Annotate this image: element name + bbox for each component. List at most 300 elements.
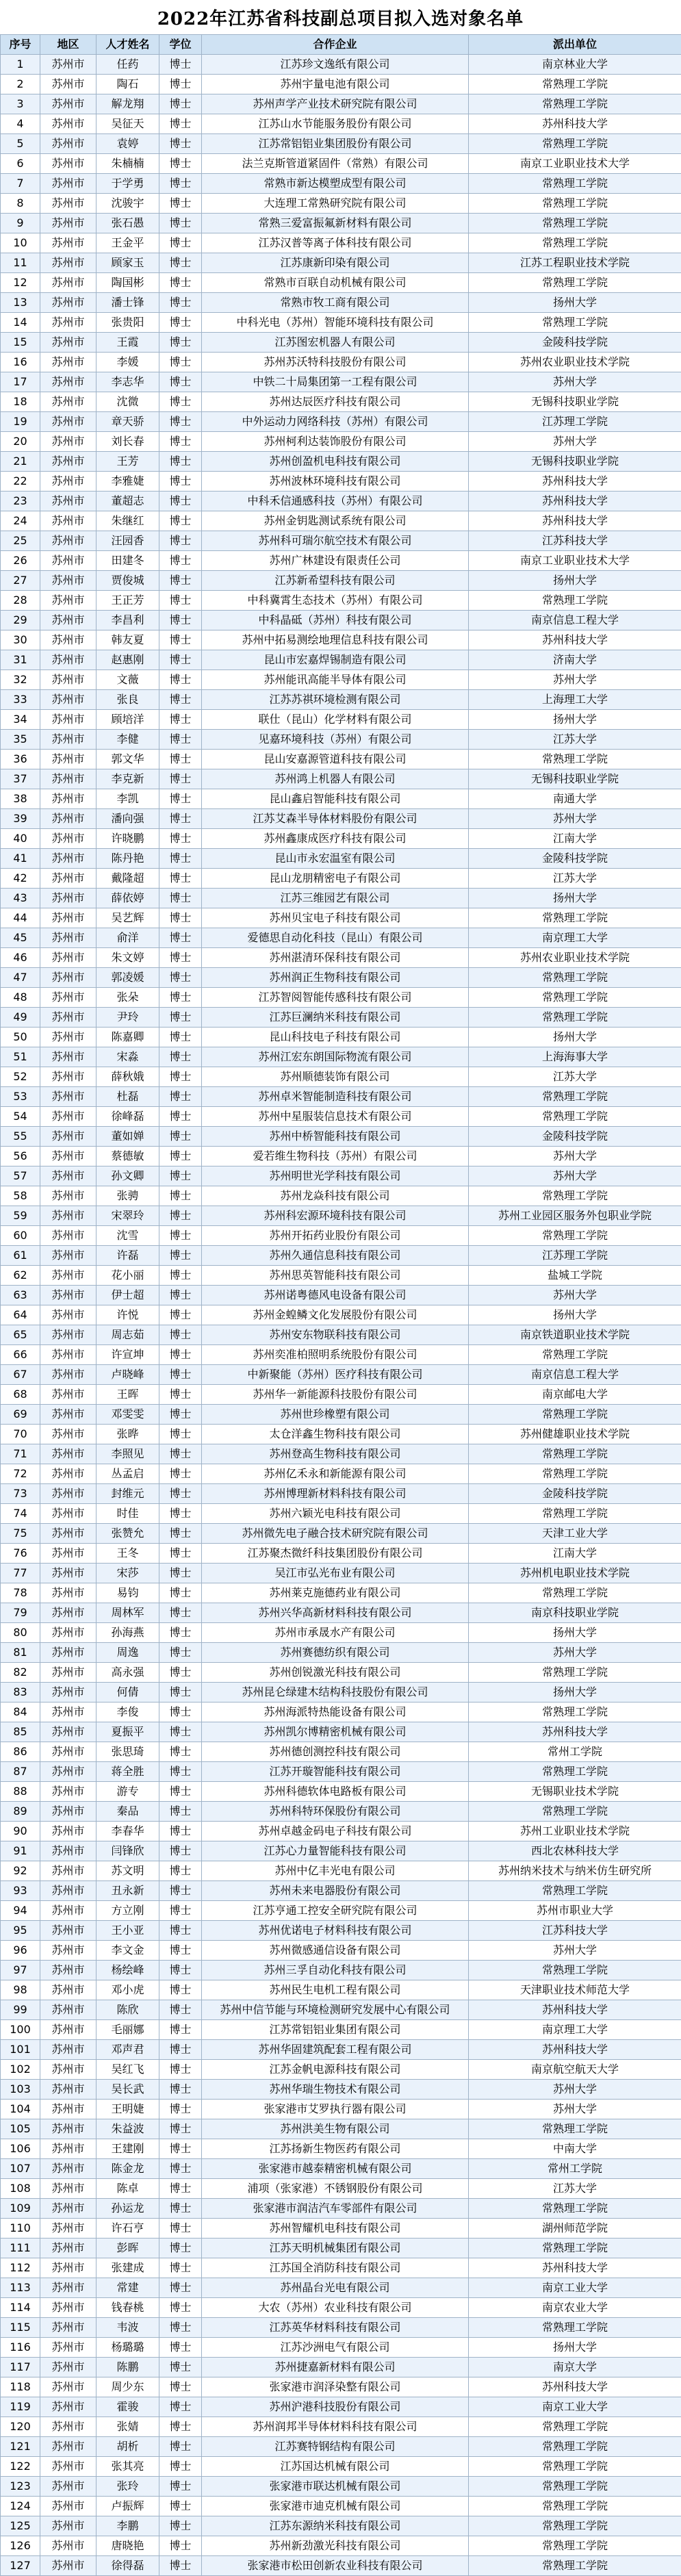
cell-dispatch: 江苏工程职业技术学院 xyxy=(469,253,681,273)
cell-no: 51 xyxy=(1,1047,40,1067)
table-row xyxy=(1,1385,681,1405)
cell-dispatch: 苏州大学 xyxy=(469,1286,681,1305)
cell-company: 苏州江宏东朗国际物流有限公司 xyxy=(202,1047,469,1067)
cell-company: 江苏珍文逸纸有限公司 xyxy=(202,55,469,75)
cell-no: 49 xyxy=(1,1008,40,1028)
cell-region: 苏州市 xyxy=(40,134,97,154)
cell-degree: 博士 xyxy=(159,2377,202,2397)
cell-company: 苏州润邦半导体材料科技有限公司 xyxy=(202,2417,469,2437)
cell-no: 100 xyxy=(1,2020,40,2040)
cell-region: 苏州市 xyxy=(40,2298,97,2318)
cell-dispatch: 常熟理工学院 xyxy=(469,988,681,1008)
cell-name: 潘向强 xyxy=(97,809,159,829)
cell-dispatch: 常熟理工学院 xyxy=(469,2516,681,2536)
cell-name: 蒋全胜 xyxy=(97,1762,159,1782)
cell-no: 105 xyxy=(1,2119,40,2139)
cell-company: 苏州晶台光电有限公司 xyxy=(202,2278,469,2298)
table-row xyxy=(1,154,681,174)
cell-degree: 博士 xyxy=(159,1742,202,1762)
cell-company: 苏州科宏源环境科技有限公司 xyxy=(202,1206,469,1226)
cell-no: 70 xyxy=(1,1425,40,1444)
cell-no: 95 xyxy=(1,1921,40,1941)
cell-region: 苏州市 xyxy=(40,1941,97,1961)
cell-region: 苏州市 xyxy=(40,1107,97,1127)
table-row xyxy=(1,2516,681,2536)
cell-no: 118 xyxy=(1,2377,40,2397)
table-row xyxy=(1,2139,681,2159)
cell-region: 苏州市 xyxy=(40,2318,97,2338)
cell-dispatch: 南京信息工程大学 xyxy=(469,611,681,630)
cell-dispatch: 苏州科技大学 xyxy=(469,1722,681,1742)
cell-no: 37 xyxy=(1,769,40,789)
cell-no: 9 xyxy=(1,214,40,233)
cell-dispatch: 无锡科技职业学院 xyxy=(469,392,681,412)
cell-region: 苏州市 xyxy=(40,2417,97,2437)
cell-company: 苏州登高生物科技有限公司 xyxy=(202,1444,469,1464)
cell-no: 102 xyxy=(1,2060,40,2080)
cell-company: 张家港市迪克机械有限公司 xyxy=(202,2497,469,2516)
cell-degree: 博士 xyxy=(159,2437,202,2457)
cell-no: 48 xyxy=(1,988,40,1008)
table-row xyxy=(1,134,681,154)
table-row xyxy=(1,849,681,869)
cell-dispatch: 江苏大学 xyxy=(469,1067,681,1087)
cell-dispatch: 常熟理工学院 xyxy=(469,908,681,928)
cell-region: 苏州市 xyxy=(40,1603,97,1623)
cell-no: 20 xyxy=(1,432,40,452)
cell-dispatch: 常熟理工学院 xyxy=(469,1186,681,1206)
cell-dispatch: 苏州科技大学 xyxy=(469,2258,681,2278)
cell-dispatch: 常熟理工学院 xyxy=(469,2497,681,2516)
cell-company: 苏州三孚自动化科技有限公司 xyxy=(202,1961,469,1980)
cell-no: 103 xyxy=(1,2080,40,2100)
cell-no: 40 xyxy=(1,829,40,849)
cell-degree: 博士 xyxy=(159,313,202,333)
cell-dispatch: 江苏科技大学 xyxy=(469,531,681,551)
cell-degree: 博士 xyxy=(159,2060,202,2080)
cell-company: 昆山市宏嘉焊锡制造有限公司 xyxy=(202,650,469,670)
cell-company: 苏州湛清环保科技有限公司 xyxy=(202,948,469,968)
cell-company: 苏州卓米智能制造科技有限公司 xyxy=(202,1087,469,1107)
table-row xyxy=(1,869,681,889)
cell-region: 苏州市 xyxy=(40,1564,97,1583)
cell-no: 54 xyxy=(1,1107,40,1127)
cell-region: 苏州市 xyxy=(40,313,97,333)
cell-company: 张家港市松田创新农业科技有限公司 xyxy=(202,2556,469,2576)
cell-name: 许悦 xyxy=(97,1305,159,1325)
cell-company: 中科晶砥（苏州）科技有限公司 xyxy=(202,611,469,630)
table-row xyxy=(1,750,681,769)
cell-degree: 博士 xyxy=(159,2477,202,2497)
cell-company: 苏州能讯高能半导体有限公司 xyxy=(202,670,469,690)
cell-dispatch: 金陵科技学院 xyxy=(469,1127,681,1147)
cell-region: 苏州市 xyxy=(40,1365,97,1385)
cell-dispatch: 常熟理工学院 xyxy=(469,94,681,114)
cell-region: 苏州市 xyxy=(40,511,97,531)
cell-company: 苏州未来电器股份有限公司 xyxy=(202,1881,469,1901)
table-row xyxy=(1,1980,681,2000)
cell-name: 卢振辉 xyxy=(97,2497,159,2516)
cell-region: 苏州市 xyxy=(40,2139,97,2159)
cell-degree: 博士 xyxy=(159,55,202,75)
cell-region: 苏州市 xyxy=(40,551,97,571)
cell-name: 朱继红 xyxy=(97,511,159,531)
cell-degree: 博士 xyxy=(159,829,202,849)
cell-company: 吴江市弘光布业有限公司 xyxy=(202,1564,469,1583)
cell-no: 116 xyxy=(1,2338,40,2358)
cell-name: 苏文明 xyxy=(97,1861,159,1881)
cell-degree: 博士 xyxy=(159,372,202,392)
cell-no: 80 xyxy=(1,1623,40,1643)
table-row xyxy=(1,591,681,611)
cell-degree: 博士 xyxy=(159,1762,202,1782)
cell-name: 陈嘉卿 xyxy=(97,1028,159,1047)
table-row xyxy=(1,2536,681,2556)
cell-company: 江苏国达机械有限公司 xyxy=(202,2457,469,2477)
cell-degree: 博士 xyxy=(159,789,202,809)
table-row xyxy=(1,789,681,809)
cell-no: 41 xyxy=(1,849,40,869)
cell-name: 闫锋欣 xyxy=(97,1841,159,1861)
cell-name: 丛孟启 xyxy=(97,1464,159,1484)
table-row xyxy=(1,1524,681,1544)
cell-degree: 博士 xyxy=(159,1623,202,1643)
table-row xyxy=(1,670,681,690)
cell-name: 胡析 xyxy=(97,2437,159,2457)
cell-dispatch: 盐城工学院 xyxy=(469,1266,681,1286)
table-row xyxy=(1,372,681,392)
cell-region: 苏州市 xyxy=(40,1802,97,1822)
cell-dispatch: 苏州科技大学 xyxy=(469,2377,681,2397)
cell-company: 江苏巨澜纳米科技有限公司 xyxy=(202,1008,469,1028)
cell-region: 苏州市 xyxy=(40,1444,97,1464)
cell-name: 丑永新 xyxy=(97,1881,159,1901)
table-row xyxy=(1,1226,681,1246)
cell-region: 苏州市 xyxy=(40,2397,97,2417)
cell-region: 苏州市 xyxy=(40,94,97,114)
cell-dispatch: 苏州科技大学 xyxy=(469,2000,681,2020)
cell-dispatch: 江苏大学 xyxy=(469,2179,681,2199)
cell-region: 苏州市 xyxy=(40,2199,97,2219)
table-row xyxy=(1,2417,681,2437)
cell-region: 苏州市 xyxy=(40,1782,97,1802)
cell-company: 张家港市艾罗执行器有限公司 xyxy=(202,2100,469,2119)
cell-no: 43 xyxy=(1,889,40,908)
cell-degree: 博士 xyxy=(159,869,202,889)
cell-no: 6 xyxy=(1,154,40,174)
cell-region: 苏州市 xyxy=(40,2040,97,2060)
cell-dispatch: 南京工业职业技术大学 xyxy=(469,551,681,571)
cell-name: 许磊 xyxy=(97,1246,159,1266)
cell-region: 苏州市 xyxy=(40,988,97,1008)
cell-region: 苏州市 xyxy=(40,1266,97,1286)
cell-dispatch: 苏州科技大学 xyxy=(469,472,681,492)
cell-company: 张家港市润洁汽车零部件有限公司 xyxy=(202,2199,469,2219)
cell-name: 周志茹 xyxy=(97,1325,159,1345)
cell-name: 杨绘峰 xyxy=(97,1961,159,1980)
cell-no: 38 xyxy=(1,789,40,809)
cell-degree: 博士 xyxy=(159,1782,202,1802)
cell-dispatch: 常熟理工学院 xyxy=(469,194,681,214)
cell-region: 苏州市 xyxy=(40,1663,97,1683)
cell-no: 77 xyxy=(1,1564,40,1583)
cell-no: 101 xyxy=(1,2040,40,2060)
cell-company: 江苏常铝铝业集团股份有限公司 xyxy=(202,134,469,154)
header-no: 序号 xyxy=(1,35,40,55)
cell-company: 苏州卓越金码电子科技有限公司 xyxy=(202,1822,469,1841)
cell-dispatch: 江苏科技大学 xyxy=(469,1921,681,1941)
cell-dispatch: 常熟理工学院 xyxy=(469,1008,681,1028)
cell-region: 苏州市 xyxy=(40,492,97,511)
cell-no: 45 xyxy=(1,928,40,948)
cell-no: 56 xyxy=(1,1147,40,1166)
cell-region: 苏州市 xyxy=(40,829,97,849)
cell-company: 江苏国全消防科技有限公司 xyxy=(202,2258,469,2278)
cell-company: 中铁二十局集团第一工程有限公司 xyxy=(202,372,469,392)
cell-dispatch: 无锡职业技术学院 xyxy=(469,1782,681,1802)
table-row xyxy=(1,2278,681,2298)
cell-company: 苏州柯利达装饰股份有限公司 xyxy=(202,432,469,452)
cell-degree: 博士 xyxy=(159,2278,202,2298)
cell-dispatch: 南京农业大学 xyxy=(469,2298,681,2318)
cell-no: 94 xyxy=(1,1901,40,1921)
cell-no: 14 xyxy=(1,313,40,333)
cell-name: 郭文华 xyxy=(97,750,159,769)
cell-degree: 博士 xyxy=(159,1147,202,1166)
cell-no: 12 xyxy=(1,273,40,293)
cell-dispatch: 常熟理工学院 xyxy=(469,2417,681,2437)
cell-no: 97 xyxy=(1,1961,40,1980)
cell-company: 中科光电（苏州）智能环境科技有限公司 xyxy=(202,313,469,333)
cell-region: 苏州市 xyxy=(40,809,97,829)
cell-name: 张朵 xyxy=(97,988,159,1008)
cell-no: 23 xyxy=(1,492,40,511)
cell-company: 苏州达辰医疗科技有限公司 xyxy=(202,392,469,412)
cell-name: 张石愚 xyxy=(97,214,159,233)
cell-name: 任药 xyxy=(97,55,159,75)
cell-company: 苏州润正生物科技有限公司 xyxy=(202,968,469,988)
cell-dispatch: 苏州科技大学 xyxy=(469,114,681,134)
cell-no: 67 xyxy=(1,1365,40,1385)
cell-degree: 博士 xyxy=(159,2536,202,2556)
cell-degree: 博士 xyxy=(159,1841,202,1861)
cell-company: 苏州中拓易测绘地理信息科技有限公司 xyxy=(202,630,469,650)
cell-degree: 博士 xyxy=(159,1325,202,1345)
cell-name: 孙海燕 xyxy=(97,1623,159,1643)
cell-name: 李照见 xyxy=(97,1444,159,1464)
table-row xyxy=(1,2080,681,2100)
cell-region: 苏州市 xyxy=(40,2497,97,2516)
cell-region: 苏州市 xyxy=(40,1067,97,1087)
cell-name: 易钧 xyxy=(97,1583,159,1603)
cell-dispatch: 常熟理工学院 xyxy=(469,2536,681,2556)
cell-no: 87 xyxy=(1,1762,40,1782)
cell-company: 苏州鸿上机器人有限公司 xyxy=(202,769,469,789)
cell-dispatch: 常熟理工学院 xyxy=(469,2318,681,2338)
cell-degree: 博士 xyxy=(159,2358,202,2377)
cell-region: 苏州市 xyxy=(40,968,97,988)
cell-region: 苏州市 xyxy=(40,1524,97,1544)
table-row xyxy=(1,2477,681,2497)
cell-no: 13 xyxy=(1,293,40,313)
cell-no: 72 xyxy=(1,1464,40,1484)
cell-degree: 博士 xyxy=(159,2239,202,2258)
cell-degree: 博士 xyxy=(159,889,202,908)
cell-name: 李俊 xyxy=(97,1703,159,1722)
cell-degree: 博士 xyxy=(159,333,202,353)
cell-degree: 博士 xyxy=(159,492,202,511)
cell-name: 俞洋 xyxy=(97,928,159,948)
table-row xyxy=(1,1703,681,1722)
cell-name: 许宣坤 xyxy=(97,1345,159,1365)
cell-dispatch: 常熟理工学院 xyxy=(469,75,681,94)
cell-degree: 博士 xyxy=(159,1186,202,1206)
cell-company: 苏州兴华高新材料科技有限公司 xyxy=(202,1603,469,1623)
cell-no: 62 xyxy=(1,1266,40,1286)
cell-degree: 博士 xyxy=(159,511,202,531)
cell-company: 苏州优诺电子材料科技有限公司 xyxy=(202,1921,469,1941)
cell-dispatch: 上海海事大学 xyxy=(469,1047,681,1067)
table-row xyxy=(1,2258,681,2278)
cell-degree: 博士 xyxy=(159,2298,202,2318)
cell-no: 31 xyxy=(1,650,40,670)
cell-region: 苏州市 xyxy=(40,1464,97,1484)
cell-degree: 博士 xyxy=(159,1861,202,1881)
cell-no: 42 xyxy=(1,869,40,889)
cell-company: 苏州安东物联科技有限公司 xyxy=(202,1325,469,1345)
table-row xyxy=(1,1365,681,1385)
cell-dispatch: 扬州大学 xyxy=(469,571,681,591)
cell-degree: 博士 xyxy=(159,452,202,472)
cell-company: 江苏聚杰微纤科技集团股份有限公司 xyxy=(202,1544,469,1564)
table-row xyxy=(1,273,681,293)
cell-name: 韦波 xyxy=(97,2318,159,2338)
cell-company: 昆山科技电子科技有限公司 xyxy=(202,1028,469,1047)
cell-company: 昆山鑫启智能科技有限公司 xyxy=(202,789,469,809)
cell-no: 74 xyxy=(1,1504,40,1524)
cell-name: 沈骏宇 xyxy=(97,194,159,214)
table-row xyxy=(1,690,681,710)
cell-region: 苏州市 xyxy=(40,908,97,928)
header-row xyxy=(1,35,681,55)
cell-name: 封维元 xyxy=(97,1484,159,1504)
cell-company: 张家港市联达机械有限公司 xyxy=(202,2477,469,2497)
cell-name: 周林军 xyxy=(97,1603,159,1623)
cell-company: 苏州声学产业技术研究院有限公司 xyxy=(202,94,469,114)
cell-name: 常建 xyxy=(97,2278,159,2298)
cell-company: 江苏汉普等离子体科技有限公司 xyxy=(202,233,469,253)
cell-degree: 博士 xyxy=(159,948,202,968)
table-row xyxy=(1,1425,681,1444)
table-row xyxy=(1,214,681,233)
cell-name: 张婧 xyxy=(97,2417,159,2437)
table-row xyxy=(1,650,681,670)
cell-name: 彭晖 xyxy=(97,2239,159,2258)
table-row xyxy=(1,2318,681,2338)
cell-company: 苏州久通信息科技有限公司 xyxy=(202,1246,469,1266)
cell-region: 苏州市 xyxy=(40,571,97,591)
cell-degree: 博士 xyxy=(159,2318,202,2338)
cell-degree: 博士 xyxy=(159,134,202,154)
table-row xyxy=(1,94,681,114)
cell-degree: 博士 xyxy=(159,1822,202,1841)
cell-region: 苏州市 xyxy=(40,154,97,174)
table-row xyxy=(1,968,681,988)
cell-region: 苏州市 xyxy=(40,611,97,630)
cell-no: 127 xyxy=(1,2556,40,2576)
cell-region: 苏州市 xyxy=(40,710,97,730)
cell-name: 张良 xyxy=(97,690,159,710)
cell-degree: 博士 xyxy=(159,1345,202,1365)
cell-degree: 博士 xyxy=(159,2040,202,2060)
cell-company: 江苏图宏机器人有限公司 xyxy=(202,333,469,353)
cell-name: 李媛 xyxy=(97,353,159,372)
cell-name: 朱文婷 xyxy=(97,948,159,968)
cell-dispatch: 苏州大学 xyxy=(469,1643,681,1663)
cell-no: 106 xyxy=(1,2139,40,2159)
cell-region: 苏州市 xyxy=(40,1762,97,1782)
cell-company: 张家港市越泰精密机械有限公司 xyxy=(202,2159,469,2179)
cell-company: 江苏新希望科技有限公司 xyxy=(202,571,469,591)
cell-name: 花小丽 xyxy=(97,1266,159,1286)
cell-company: 苏州捷嘉新材料有限公司 xyxy=(202,2358,469,2377)
cell-degree: 博士 xyxy=(159,94,202,114)
cell-dispatch: 常熟理工学院 xyxy=(469,1504,681,1524)
cell-name: 王建刚 xyxy=(97,2139,159,2159)
cell-name: 刘长春 xyxy=(97,432,159,452)
table-row xyxy=(1,2338,681,2358)
cell-degree: 博士 xyxy=(159,710,202,730)
cell-no: 35 xyxy=(1,730,40,750)
cell-region: 苏州市 xyxy=(40,1087,97,1107)
cell-no: 27 xyxy=(1,571,40,591)
cell-degree: 博士 xyxy=(159,1087,202,1107)
cell-name: 方立刚 xyxy=(97,1901,159,1921)
cell-name: 王霞 xyxy=(97,333,159,353)
cell-no: 10 xyxy=(1,233,40,253)
cell-name: 陈鹏 xyxy=(97,2358,159,2377)
cell-degree: 博士 xyxy=(159,968,202,988)
cell-region: 苏州市 xyxy=(40,849,97,869)
cell-no: 115 xyxy=(1,2318,40,2338)
cell-region: 苏州市 xyxy=(40,2477,97,2497)
cell-region: 苏州市 xyxy=(40,2179,97,2199)
table-row xyxy=(1,452,681,472)
cell-dispatch: 苏州市职业大学 xyxy=(469,1901,681,1921)
table-row xyxy=(1,75,681,94)
cell-no: 119 xyxy=(1,2397,40,2417)
table-row xyxy=(1,1881,681,1901)
cell-name: 戴隆超 xyxy=(97,869,159,889)
cell-dispatch: 常熟理工学院 xyxy=(469,968,681,988)
cell-region: 苏州市 xyxy=(40,1504,97,1524)
cell-degree: 博士 xyxy=(159,2457,202,2477)
cell-name: 张晔 xyxy=(97,1425,159,1444)
cell-company: 中科禾信通感科技（苏州）有限公司 xyxy=(202,492,469,511)
cell-degree: 博士 xyxy=(159,2417,202,2437)
cell-region: 苏州市 xyxy=(40,789,97,809)
cell-no: 3 xyxy=(1,94,40,114)
table-row xyxy=(1,353,681,372)
cell-region: 苏州市 xyxy=(40,1008,97,1028)
cell-no: 92 xyxy=(1,1861,40,1881)
cell-name: 张思琦 xyxy=(97,1742,159,1762)
cell-company: 江苏智阅智能传感科技有限公司 xyxy=(202,988,469,1008)
cell-name: 秦品 xyxy=(97,1802,159,1822)
cell-company: 苏州思英智能科技有限公司 xyxy=(202,1266,469,1286)
cell-dispatch: 扬州大学 xyxy=(469,1623,681,1643)
cell-name: 田建冬 xyxy=(97,551,159,571)
